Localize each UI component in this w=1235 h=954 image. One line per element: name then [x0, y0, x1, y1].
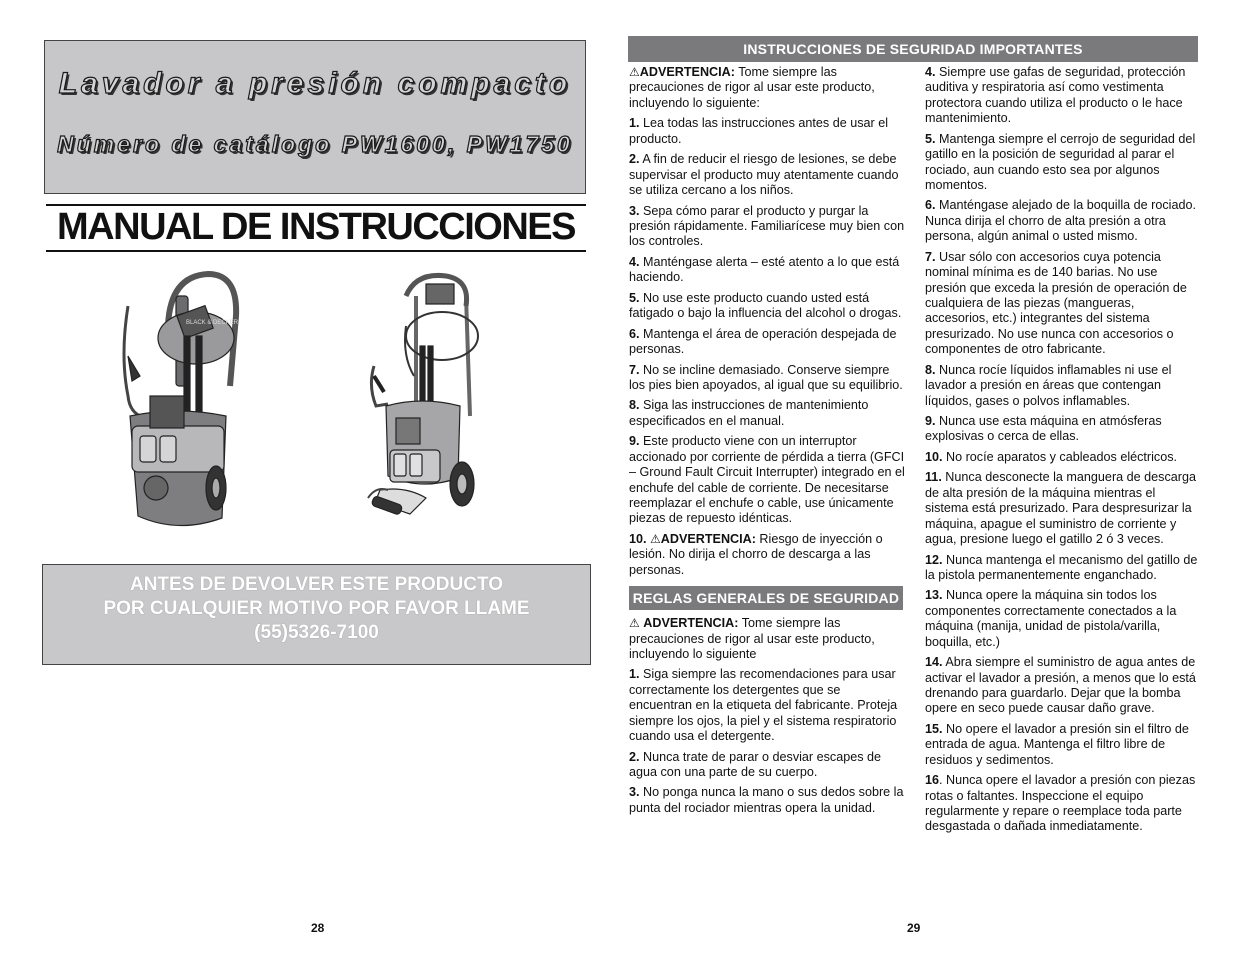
item-number: 6. — [925, 198, 936, 213]
intro-important — [629, 65, 905, 111]
item-number: 7. — [629, 362, 640, 377]
item-number: 8. — [629, 398, 640, 413]
title-box — [44, 40, 586, 194]
general-list — [629, 667, 905, 816]
list-item — [629, 434, 905, 526]
pressure-washer-illustration-1 — [118, 266, 248, 534]
return-notice-line2: POR CUALQUIER MOTIVO POR FAVOR LLAME — [103, 598, 530, 619]
list-item — [925, 363, 1201, 409]
item-number: 7. — [925, 249, 936, 264]
item-text: No opere el lavador a presión sin el filtro de entrada de agua. Mantenga el filtro libre de residuos y sedimentos. — [925, 721, 1189, 767]
list-item — [925, 450, 1201, 465]
warning-icon: ⚠ — [629, 65, 640, 79]
item-text: No ponga nunca la mano o sus dedos sobre la punta del rociador mientras opera la unidad. — [629, 785, 904, 815]
item-text: Nunca opere la máquina sin todos los componentes correctamente conectados a la máquina (manija, unidad de pistola/varilla, boquilla, etc.) — [925, 588, 1177, 649]
divider-bottom — [46, 250, 586, 252]
list-item — [925, 655, 1201, 717]
item-text: Sepa cómo parar el producto y purgar la presión rápidamente. Familiarícese muy bien con los controles. — [629, 203, 905, 249]
item-text: Siga las instrucciones de mantenimiento especificados en el manual. — [629, 398, 869, 428]
list-item — [629, 398, 905, 429]
item-number: 10. — [629, 531, 647, 546]
intro-general — [629, 616, 905, 662]
item-number: 4. — [629, 254, 640, 269]
product-title: Lavador a presión compacto — [58, 67, 572, 100]
list-item — [925, 250, 1201, 358]
important-list — [629, 116, 905, 527]
item-number: 13. — [925, 588, 943, 603]
item-text: Manténgase alejado de la boquilla de rociado. Nunca dirija el chorro de alta presión a otra persona, algún animal o usted mismo. — [925, 198, 1196, 244]
item-number: 3. — [629, 203, 640, 218]
item-number: 10. — [925, 449, 943, 464]
item-text: A fin de reducir el riesgo de lesiones, se debe supervisar el producto muy atentamente cuando se utiliza cercano a los niños. — [629, 152, 899, 198]
column-left — [629, 65, 905, 821]
catalog-number: Número de catálogo PW1600, PW1750 — [57, 131, 573, 157]
right-list — [925, 65, 1201, 835]
item-number: 4. — [925, 65, 936, 79]
item-text: No rocíe aparatos y cableados eléctricos. — [942, 449, 1178, 464]
item-text: Nunca trate de parar o desviar escapes de agua con una parte de su cuerpo. — [629, 749, 882, 779]
list-item — [925, 65, 1201, 127]
item-number: 15. — [925, 721, 943, 736]
list-item — [925, 553, 1201, 584]
item-number: 5. — [925, 131, 936, 146]
item-number: 6. — [629, 326, 640, 341]
list-item — [629, 667, 905, 744]
list-item — [629, 255, 905, 286]
return-notice-box — [42, 564, 591, 665]
list-item — [629, 532, 905, 578]
manual-title: MANUAL DE INSTRUCCIONES — [57, 206, 575, 248]
return-notice-phone: (55)5326-7100 — [254, 622, 379, 643]
list-item — [925, 722, 1201, 768]
item-text: Manténgase alerta – esté atento a lo que está haciendo. — [629, 254, 900, 285]
column-right — [925, 65, 1201, 840]
item-text: Riesgo de inyección o lesión. No dirija el chorro de descarga a las personas. — [629, 531, 883, 577]
list-item — [925, 198, 1201, 244]
item-number: 12. — [925, 552, 943, 567]
item-number: 16 — [925, 773, 940, 788]
item-text: Nunca rocíe líquidos inflamables ni use el lavador a presión en áreas que contengan líquidos, gases o polvos inflamables. — [925, 362, 1172, 408]
intro-general-text: Tome siempre las precauciones de rigor al usar este producto, incluyendo lo siguiente — [629, 616, 875, 661]
list-item — [925, 414, 1201, 445]
list-item — [925, 773, 1201, 835]
list-item — [629, 785, 905, 816]
warning-icon: ⚠ — [629, 616, 640, 631]
item-text: Este producto viene con un interruptor accionado por corriente de pérdida a tierra (GFCI – Ground Fault Circuit Interrupter) integrado en el enchufe del cable de corriente. De necesitarse reemplazar el enchufe o cable, use únicamente piezas de repuesto idénticas. — [629, 434, 905, 526]
item-number: 1. — [629, 667, 640, 682]
intro-important-text: Tome siempre las precauciones de rigor al usar este producto, incluyendo lo siguiente: — [629, 65, 875, 110]
warn-label: ADVERTENCIA: — [660, 531, 756, 546]
list-item — [925, 470, 1201, 547]
page-number-right: 29 — [907, 921, 921, 935]
item-text: Mantenga el área de operación despejada de personas. — [629, 326, 897, 357]
item-number: 9. — [925, 414, 936, 428]
item-number: 5. — [629, 290, 640, 305]
item-text: Nunca mantenga el mecanismo del gatillo de la pistola permanentemente enganchado. — [925, 552, 1198, 582]
item-number: 1. — [629, 116, 640, 131]
item-text: Usar sólo con accesorios cuya potencia nominal mínima es de 140 barias. No use presión que exceda la presión de operación de cualquiera de las piezas (mangueras, accesorios, etc.) integrantes del sistema presurizado. No use nunca con accesorios o componentes de otro fabricante. — [925, 249, 1187, 357]
item-text: Nunca use esta máquina en atmósferas explosivas o cerca de ellas. — [925, 414, 1162, 444]
list-item — [925, 588, 1201, 650]
item-text: Abra siempre el suministro de agua antes de activar el lavador a presión, a menos que lo está drenando para guardarlo. Dejar que la bomba opere en seco puede causar daño grave. — [925, 655, 1196, 716]
page-number-left: 28 — [311, 921, 325, 935]
item-number: 8. — [925, 362, 936, 377]
item-number: 2. — [629, 152, 640, 167]
list-item — [629, 291, 905, 322]
item-text: Lea todas las instrucciones antes de usar el producto. — [629, 116, 889, 146]
list-item — [629, 116, 905, 147]
item-number: 11. — [925, 470, 942, 485]
item-number: 9. — [629, 434, 640, 449]
item-text: Siga siempre las recomendaciones para usar correctamente los detergentes que se encuentran en la etiqueta del fabricante. Proteja siempre los ojos, la piel y el sistema respiratorio cuando usa el detergente. — [629, 667, 898, 744]
list-item — [925, 132, 1201, 194]
list-item — [629, 327, 905, 358]
item-text: No se incline demasiado. Conserve siempre los pies bien apoyados, al igual que su equilibrio. — [629, 362, 903, 392]
item-number: 14. — [925, 655, 943, 670]
header-general-rules: REGLAS GENERALES DE SEGURIDAD — [629, 586, 903, 610]
item-text: Nunca desconecte la manguera de descarga de alta presión de la máquina mientras el sistema está presurizado. Para despresurizar la máquina, apague el suministro de corriente y agua, presione luego el gatillo 2 ó 3 veces. — [925, 470, 1196, 547]
list-item — [629, 750, 905, 781]
warning-icon: ⚠ — [650, 531, 661, 546]
item-text: . Nunca opere el lavador a presión con piezas rotas o faltantes. Inspeccione el equipo regularmente y repare o reemplace toda parte desgastada o dañada inmediatamente. — [925, 773, 1196, 834]
item-text: Siempre use gafas de seguridad, protección auditiva y respiratoria así como vestimenta protectora cuando utiliza el producto o le hace mantenimiento. — [925, 65, 1186, 126]
list-item — [629, 204, 905, 250]
pressure-washer-illustration-2 — [366, 266, 494, 534]
list-item — [629, 363, 905, 394]
header-important-safety: INSTRUCCIONES DE SEGURIDAD IMPORTANTES — [628, 36, 1198, 62]
item-text: Mantenga siempre el cerrojo de seguridad del gatillo en la posición de seguridad al parar el rociado, aun cuando esto sea por algunos momentos. — [925, 131, 1196, 192]
item-number: 2. — [629, 749, 640, 764]
item-text: No use este producto cuando usted está fatigado o bajo la influencia del alcohol o drogas. — [629, 290, 902, 321]
warn-label: ADVERTENCIA: — [643, 616, 739, 631]
item-number: 3. — [629, 785, 640, 800]
list-item — [629, 152, 905, 198]
return-notice-line1: ANTES DE DEVOLVER ESTE PRODUCTO — [129, 574, 503, 595]
warn-label: ADVERTENCIA: — [639, 65, 735, 79]
brand-logo: BLACK & DECKER — [186, 320, 239, 326]
